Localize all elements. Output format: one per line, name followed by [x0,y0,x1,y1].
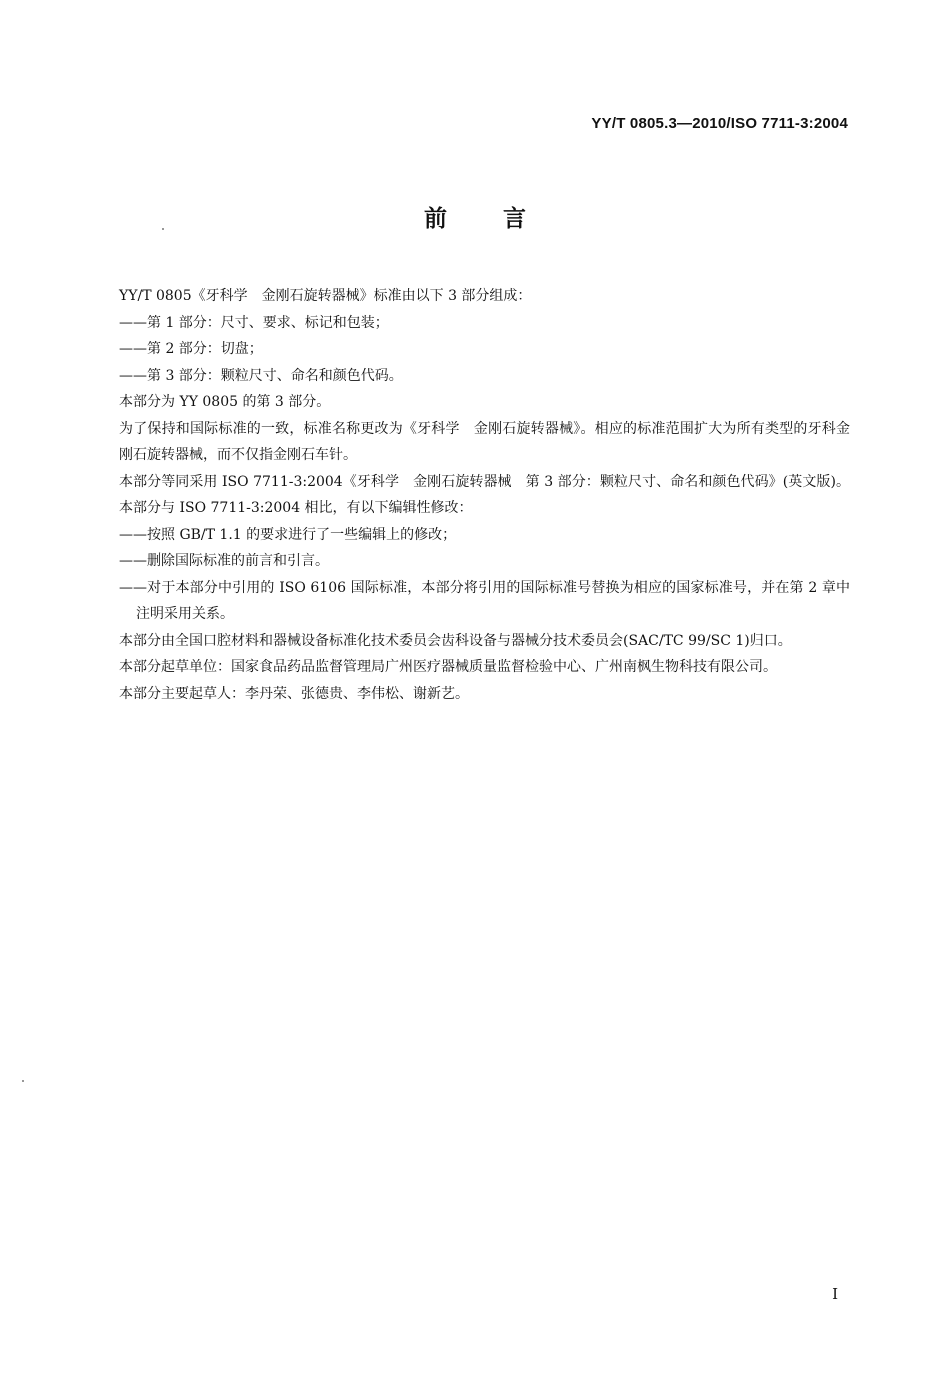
scan-speck [22,1080,24,1082]
list-item-edit-3: ——对于本部分中引用的 ISO 6106 国际标准，本部分将引用的国际标准号替换为相应的国家标准号，并在第 2 章中注明采用关系。 [119,579,850,622]
list-item-edit-1: ——按照 GB/T 1.1 的要求进行了一些编辑上的修改； [119,526,457,543]
paragraph-drafting-units: 本部分起草单位：国家食品药品监督管理局广州医疗器械质量监督检验中心、广州南枫生物科技有限公司。 [119,659,777,675]
paragraph-intro: YY/T 0805《牙科学 金刚石旋转器械》标准由以下 3 部分组成： [119,288,532,304]
paragraph-name-change: 为了保持和国际标准的一致，标准名称更改为《牙科学 金刚石旋转器械》。相应的标准范围扩大为所有类型的牙科金刚石旋转器械，而不仅指金刚石车针。 [119,420,850,463]
standard-number: YY/T 0805.3—2010/ISO 7711-3:2004 [591,115,848,132]
foreword-body [88,283,850,707]
scan-speck [162,228,164,230]
paragraph-this-part: 本部分为 YY 0805 的第 3 部分。 [119,394,331,410]
list-item-edit-2: ——删除国际标准的前言和引言。 [119,553,329,569]
paragraph-adoption: 本部分等同采用 ISO 7711-3:2004《牙科学 金刚石旋转器械 第 3 部分：颗粒尺寸、命名和颜色代码》(英文版)。本部分与 ISO 7711-3:2004 相比，有以下编辑性修改： [119,473,850,516]
page-number: I [832,1285,838,1303]
paragraph-drafters: 本部分主要起草人：李丹荣、张德贵、李伟松、谢新艺。 [119,685,469,702]
list-item-part-2: ——第 2 部分：切盘； [119,341,263,357]
list-item-part-3: ——第 3 部分：颗粒尺寸、命名和颜色代码。 [119,367,403,384]
paragraph-committee: 本部分由全国口腔材料和器械设备标准化技术委员会齿科设备与器械分技术委员会(SAC/TC 99/SC 1)归口。 [119,632,792,649]
page-title: 前言 [424,206,582,232]
list-item-part-1: ——第 1 部分：尺寸、要求、标记和包装； [119,314,389,331]
